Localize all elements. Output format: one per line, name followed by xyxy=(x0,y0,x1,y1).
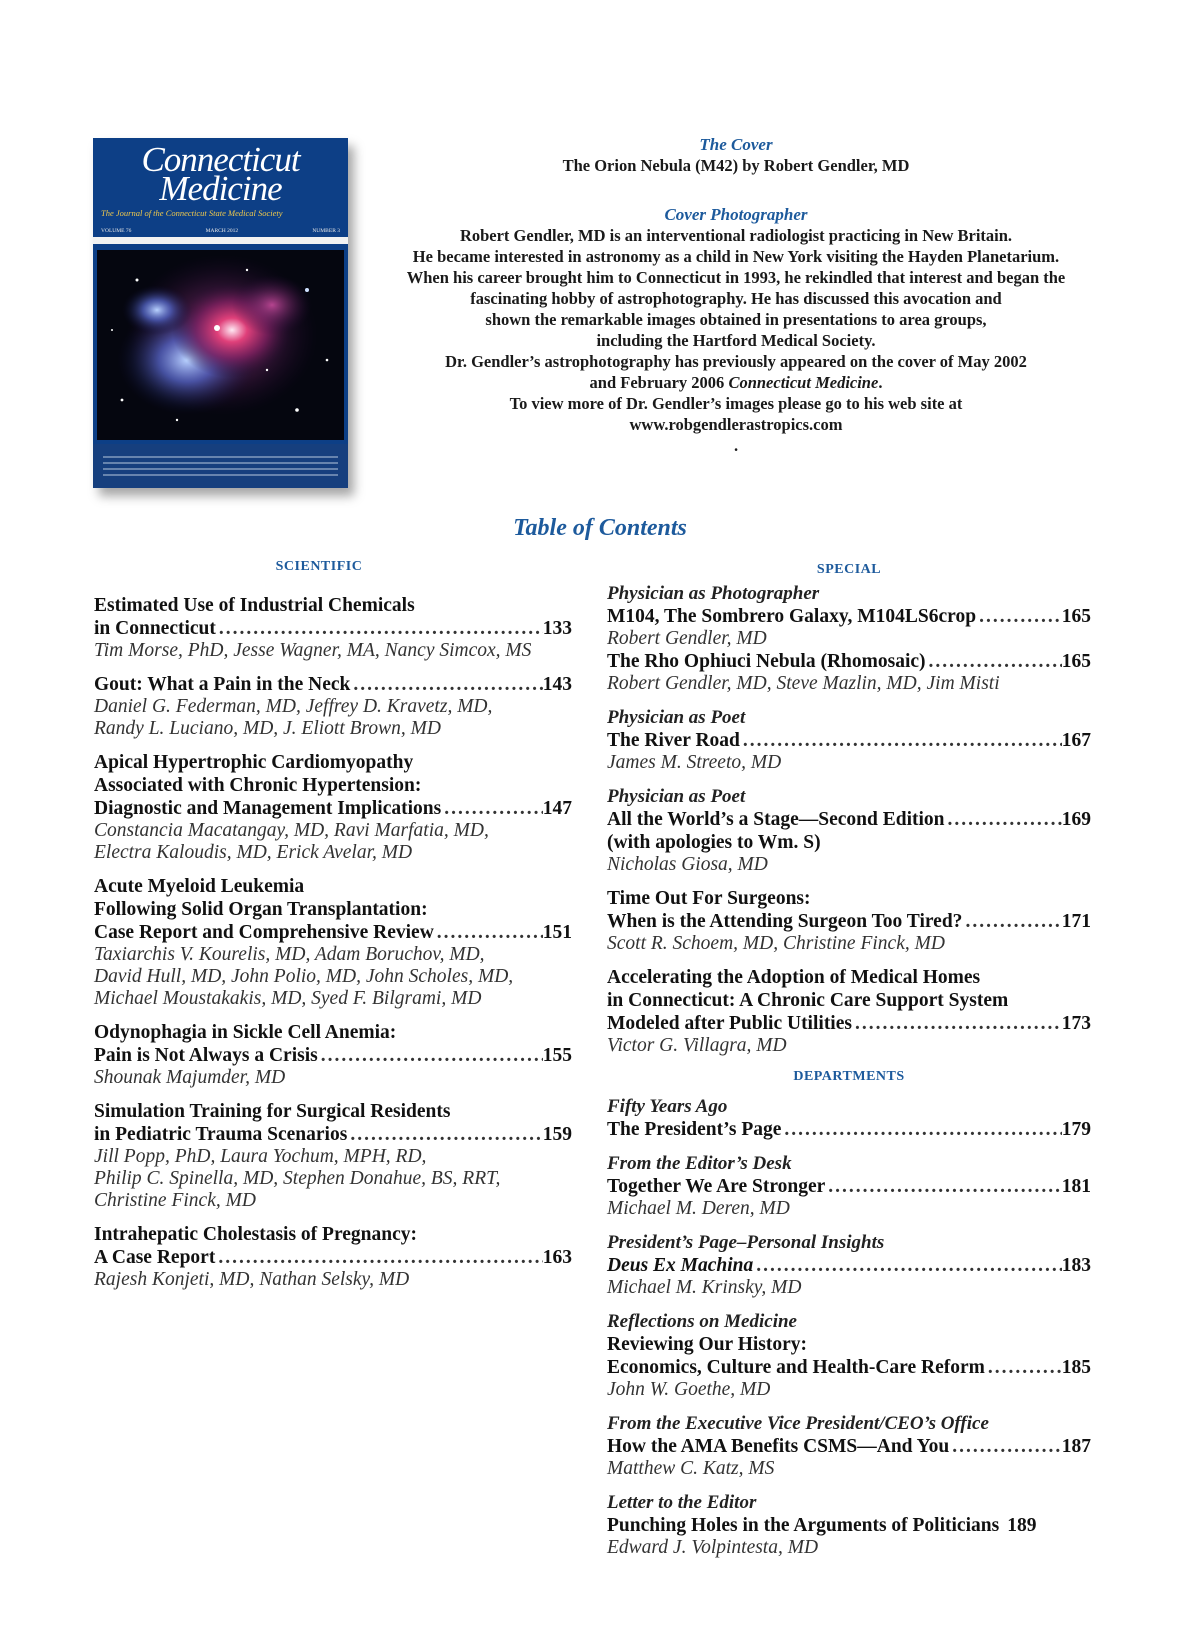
toc-entry[interactable] xyxy=(94,594,572,662)
toc-entry[interactable] xyxy=(94,751,572,864)
dot-leader xyxy=(945,808,1062,831)
article-title: All the World’s a Stage—Second Edition xyxy=(607,809,945,830)
article-title: Together We Are Stronger xyxy=(607,1176,826,1197)
article-title: (with apologies to Wm. S) xyxy=(607,832,821,853)
article-title-line xyxy=(607,1435,1091,1458)
article-title-line xyxy=(607,729,1091,752)
article-title: in Connecticut: A Chronic Care Support System xyxy=(607,990,1009,1011)
article-title-line xyxy=(94,797,572,820)
toc-entry[interactable] xyxy=(94,1100,572,1212)
article-title: The President’s Page xyxy=(607,1119,782,1140)
section-heading-departments: DEPARTMENTS xyxy=(793,1069,905,1084)
page-number: 165 xyxy=(1061,606,1091,627)
article-title-line xyxy=(607,910,1091,933)
page-number: 169 xyxy=(1061,809,1091,830)
article-title-line xyxy=(94,617,572,640)
dot-leader xyxy=(976,605,1062,628)
dot-leader xyxy=(740,729,1062,752)
dot-leader xyxy=(926,650,1062,673)
page-number: 173 xyxy=(1061,1013,1091,1034)
scientific-column xyxy=(94,594,572,1302)
toc-entry[interactable] xyxy=(607,785,1091,876)
authors: Michael M. Deren, MD xyxy=(607,1198,790,1219)
cover-title-line1: Connecticut xyxy=(141,140,300,179)
page-number: 159 xyxy=(542,1124,572,1145)
article-title: in Connecticut xyxy=(94,618,216,639)
cover-footer-fineprint xyxy=(103,456,338,480)
article-title: How the AMA Benefits CSMS—And You xyxy=(607,1436,950,1457)
authors: James M. Streeto, MD xyxy=(607,752,782,773)
article-title: Deus Ex Machina xyxy=(607,1255,754,1276)
department-kicker: From the Editor’s Desk xyxy=(607,1153,792,1174)
page-number: 189 xyxy=(1007,1515,1037,1536)
article-title: The River Road xyxy=(607,730,740,751)
department-kicker: President’s Page–Personal Insights xyxy=(607,1232,885,1253)
toc-entry[interactable] xyxy=(94,1021,572,1089)
dot-leader xyxy=(216,617,543,640)
article-title: The Rho Ophiuci Nebula (Rhomosaic) xyxy=(607,651,926,672)
bio-text: and February 2006 xyxy=(589,373,729,392)
dot-leader xyxy=(441,797,543,820)
article-title-line xyxy=(94,1044,572,1067)
authors: Philip C. Spinella, MD, Stephen Donahue, BS, RRT, xyxy=(94,1168,501,1189)
cover-volume: VOLUME 76 xyxy=(101,228,132,234)
authors: Electra Kaloudis, MD, Erick Avelar, MD xyxy=(94,842,413,863)
page-number: 187 xyxy=(1061,1436,1091,1457)
photographer-bio-line: including the Hartford Medical Society. xyxy=(596,331,876,350)
article-title: Estimated Use of Industrial Chemicals xyxy=(94,595,415,616)
cover-caption: The Orion Nebula (M42) by Robert Gendler, MD xyxy=(562,156,910,175)
dot-leader xyxy=(781,1118,1061,1141)
authors: Christine Finck, MD xyxy=(94,1190,256,1211)
department-kicker: From the Executive Vice President/CEO’s Office xyxy=(607,1413,989,1434)
page-number: 167 xyxy=(1061,730,1091,751)
photographer-bio-line: Dr. Gendler’s astrophotography has previously appeared on the cover of May 2002 xyxy=(445,352,1027,371)
authors: Robert Gendler, MD xyxy=(607,628,767,649)
page-number: 181 xyxy=(1061,1176,1091,1197)
article-title: Pain is Not Always a Crisis xyxy=(94,1045,318,1066)
website-link[interactable]: www.robgendlerastropics.com xyxy=(629,415,843,434)
authors: Michael M. Krinsky, MD xyxy=(607,1277,802,1298)
authors: Taxiarchis V. Kourelis, MD, Adam Boruchov, MD, xyxy=(94,944,485,965)
section-heading-scientific: SCIENTIFIC xyxy=(275,559,363,574)
authors: Matthew C. Katz, MS xyxy=(607,1458,775,1479)
page-number: 179 xyxy=(1061,1119,1091,1140)
page-number: 151 xyxy=(542,922,572,943)
dot-leader xyxy=(985,1356,1062,1379)
special-column xyxy=(607,582,1091,1570)
authors: Randy L. Luciano, MD, J. Eliott Brown, MD xyxy=(94,718,442,739)
article-title-line xyxy=(607,605,1091,628)
dot-leader xyxy=(318,1044,543,1067)
page-number: 155 xyxy=(542,1045,572,1066)
journal-name: Connecticut Medicine xyxy=(728,373,879,392)
article-title: Punching Holes in the Arguments of Politicians xyxy=(607,1515,1000,1536)
toc-entry[interactable] xyxy=(94,1223,572,1291)
authors: Victor G. Villagra, MD xyxy=(607,1035,787,1056)
page-number: 133 xyxy=(542,618,572,639)
bio-text: . xyxy=(878,373,883,392)
article-title: Simulation Training for Surgical Residents xyxy=(94,1101,451,1122)
toc-entry[interactable] xyxy=(607,1231,1091,1299)
toc-entry[interactable] xyxy=(607,1152,1091,1220)
photographer-bio-line: fascinating hobby of astrophotography. He has discussed this avocation and xyxy=(470,289,1002,308)
cover-thumbnail xyxy=(93,138,348,488)
authors: Nicholas Giosa, MD xyxy=(607,854,768,875)
article-title: Accelerating the Adoption of Medical Homes xyxy=(607,967,981,988)
toc-entry[interactable] xyxy=(607,966,1091,1057)
toc-entry[interactable] xyxy=(94,875,572,1010)
dot-leader xyxy=(753,1254,1061,1277)
department-kicker: Physician as Photographer xyxy=(607,583,820,604)
page-number: 171 xyxy=(1061,911,1091,932)
toc-entry[interactable] xyxy=(607,1412,1091,1480)
dot-leader xyxy=(949,1435,1062,1458)
authors: Edward J. Volpintesta, MD xyxy=(607,1537,819,1558)
article-title: A Case Report xyxy=(94,1247,216,1268)
dot-leader xyxy=(852,1012,1062,1035)
dot-leader xyxy=(350,673,542,696)
article-title-line xyxy=(607,1356,1091,1379)
authors: Robert Gendler, MD, Steve Mazlin, MD, Jim Misti xyxy=(607,673,1000,694)
article-title: in Pediatric Trauma Scenarios xyxy=(94,1124,348,1145)
photographer-heading: Cover Photographer xyxy=(664,205,808,224)
department-kicker: Reflections on Medicine xyxy=(607,1311,797,1332)
article-title: Case Report and Comprehensive Review xyxy=(94,922,434,943)
article-title: Gout: What a Pain in the Neck xyxy=(94,674,351,695)
dot-leader xyxy=(347,1123,542,1146)
article-title: Economics, Culture and Health-Care Reform xyxy=(607,1357,985,1378)
section-heading-special: SPECIAL xyxy=(816,562,882,577)
toc-entry[interactable] xyxy=(607,887,1091,955)
article-title: Intrahepatic Cholestasis of Pregnancy: xyxy=(94,1224,417,1245)
page-number: 147 xyxy=(542,798,572,819)
article-title: Reviewing Our History: xyxy=(607,1334,808,1355)
page-number: 185 xyxy=(1061,1357,1091,1378)
article-title-line xyxy=(607,1118,1091,1141)
page-number: 163 xyxy=(542,1247,572,1268)
toc-entry[interactable] xyxy=(607,1491,1091,1559)
department-kicker: Physician as Poet xyxy=(607,786,746,807)
dot-leader xyxy=(215,1246,542,1269)
article-title: M104, The Sombrero Galaxy, M104LS6crop xyxy=(607,606,977,627)
article-title-line xyxy=(94,673,572,696)
cover-subtitle: The Journal of the Connecticut State Medical Society xyxy=(101,208,283,218)
article-title-line xyxy=(94,1246,572,1269)
authors: Jill Popp, PhD, Laura Yochum, MPH, RD, xyxy=(94,1146,427,1167)
authors: Scott R. Schoem, MD, Christine Finck, MD xyxy=(607,933,945,954)
cover-issue-meta xyxy=(101,228,340,234)
toc-entry[interactable] xyxy=(607,582,1091,695)
article-title: Time Out For Surgeons: xyxy=(607,888,811,909)
toc-entry[interactable] xyxy=(607,1310,1091,1401)
page-number: 143 xyxy=(542,674,572,695)
article-title-line xyxy=(607,1012,1091,1035)
authors: John W. Goethe, MD xyxy=(607,1379,771,1400)
article-title: Following Solid Organ Transplantation: xyxy=(94,899,428,920)
authors: Daniel G. Federman, MD, Jeffrey D. Kravetz, MD, xyxy=(94,696,493,717)
article-title-line xyxy=(607,1175,1091,1198)
authors: Shounak Majumder, MD xyxy=(94,1067,286,1088)
article-title: Associated with Chronic Hypertension: xyxy=(94,775,422,796)
cover-title-line2: Medicine xyxy=(159,169,282,208)
photographer-bio-line: shown the remarkable images obtained in presentations to area groups, xyxy=(485,310,987,329)
photographer-bio-line xyxy=(372,372,1100,393)
article-title-line xyxy=(94,921,572,944)
toc-entry[interactable] xyxy=(607,706,1091,774)
article-title-line xyxy=(607,650,1091,673)
authors: Tim Morse, PhD, Jesse Wagner, MA, Nancy Simcox, MS xyxy=(94,640,532,661)
toc-title: Table of Contents xyxy=(513,515,687,541)
department-kicker: Fifty Years Ago xyxy=(607,1096,728,1117)
orion-nebula-image xyxy=(97,250,344,440)
authors: Rajesh Konjeti, MD, Nathan Selsky, MD xyxy=(94,1269,410,1290)
authors: David Hull, MD, John Polio, MD, John Scholes, MD, xyxy=(94,966,514,987)
cover-number: NUMBER 3 xyxy=(312,228,340,234)
photographer-bio-line: Robert Gendler, MD is an interventional radiologist practicing in New Britain. xyxy=(459,226,1013,245)
article-title-line xyxy=(607,1514,1091,1537)
cover-band xyxy=(93,237,348,244)
article-title: Modeled after Public Utilities xyxy=(607,1013,852,1034)
department-kicker: Physician as Poet xyxy=(607,707,746,728)
cover-heading: The Cover xyxy=(699,135,773,154)
article-title: Acute Myeloid Leukemia xyxy=(94,876,305,897)
photographer-bio-line: When his career brought him to Connecticut in 1993, he rekindled that interest and began the xyxy=(406,268,1066,287)
photographer-bio-line: To view more of Dr. Gendler’s images please go to his web site at xyxy=(509,394,963,413)
dot-leader xyxy=(825,1175,1061,1198)
article-title: Diagnostic and Management Implications xyxy=(94,798,442,819)
toc-entry[interactable] xyxy=(607,1095,1091,1141)
article-title: Apical Hypertrophic Cardiomyopathy xyxy=(94,752,414,773)
dot-leader xyxy=(434,921,543,944)
article-title: When is the Attending Surgeon Too Tired? xyxy=(607,911,963,932)
cover-info xyxy=(372,135,1100,176)
cover-date: MARCH 2012 xyxy=(205,228,239,234)
article-title-line xyxy=(607,808,1091,831)
page-number: 183 xyxy=(1061,1255,1091,1276)
trailing-dot: . xyxy=(733,436,739,455)
photographer-info xyxy=(372,205,1100,456)
article-title-line xyxy=(607,1254,1091,1277)
article-title-line xyxy=(94,1123,572,1146)
toc-entry[interactable] xyxy=(94,673,572,740)
authors: Constancia Macatangay, MD, Ravi Marfatia, MD, xyxy=(94,820,489,841)
authors: Michael Moustakakis, MD, Syed F. Bilgrami, MD xyxy=(94,988,482,1009)
department-kicker: Letter to the Editor xyxy=(607,1492,757,1513)
article-title: Odynophagia in Sickle Cell Anemia: xyxy=(94,1022,397,1043)
dot-leader xyxy=(962,910,1061,933)
page-number: 165 xyxy=(1061,651,1091,672)
photographer-bio-line: He became interested in astronomy as a child in New York visiting the Hayden Planetarium. xyxy=(412,247,1060,266)
